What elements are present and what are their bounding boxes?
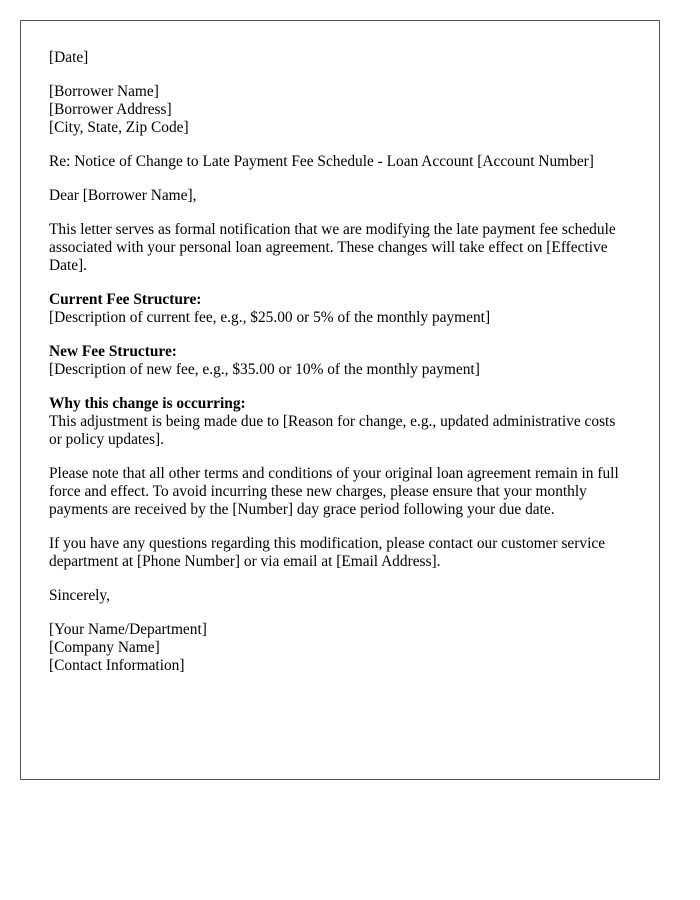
current-fee-section xyxy=(49,291,631,327)
signature-block xyxy=(49,621,631,675)
signature-name-department: [Your Name/Department] xyxy=(49,621,207,638)
signature-company: [Company Name] xyxy=(49,639,160,656)
terms-paragraph: Please note that all other terms and conditions of your original loan agreement remain in full force and effect. To avoid incurring these new charges, please ensure that your monthly payments are received by the [Number] day grace period following your due date. xyxy=(49,465,619,518)
reason-heading: Why this change is occurring: xyxy=(49,395,246,412)
terms-paragraph-block xyxy=(49,465,631,519)
signature-contact-info: [Contact Information] xyxy=(49,657,185,674)
recipient-name: [Borrower Name] xyxy=(49,83,159,100)
current-fee-text: [Description of current fee, e.g., $25.00 or 5% of the monthly payment] xyxy=(49,309,491,326)
salutation: Dear [Borrower Name], xyxy=(49,187,197,204)
salutation-block xyxy=(49,187,631,205)
current-fee-heading: Current Fee Structure: xyxy=(49,291,202,308)
new-fee-section xyxy=(49,343,631,379)
new-fee-text: [Description of new fee, e.g., $35.00 or 10% of the monthly payment] xyxy=(49,361,480,378)
letter xyxy=(20,20,660,780)
new-fee-heading: New Fee Structure: xyxy=(49,343,177,360)
reason-section xyxy=(49,395,631,449)
reason-text: This adjustment is being made due to [Reason for change, e.g., updated administrative costs or policy updates]. xyxy=(49,413,616,448)
intro-paragraph-block xyxy=(49,221,631,275)
contact-paragraph-block xyxy=(49,535,631,571)
recipient-address: [Borrower Address] xyxy=(49,101,172,118)
closing-block xyxy=(49,587,631,605)
closing: Sincerely, xyxy=(49,587,110,604)
subject-line: Re: Notice of Change to Late Payment Fee Schedule - Loan Account [Account Number] xyxy=(49,153,594,170)
subject-block xyxy=(49,153,631,171)
intro-paragraph: This letter serves as formal notification that we are modifying the late payment fee schedule associated with your personal loan agreement. These changes will take effect on [Effective Date]. xyxy=(49,221,616,274)
date-block xyxy=(49,49,631,67)
recipient-address-block xyxy=(49,83,631,137)
contact-paragraph: If you have any questions regarding this modification, please contact our customer service department at [Phone Number] or via email at [Email Address]. xyxy=(49,535,606,570)
letter-date: [Date] xyxy=(49,49,89,66)
recipient-city-state-zip: [City, State, Zip Code] xyxy=(49,119,189,136)
